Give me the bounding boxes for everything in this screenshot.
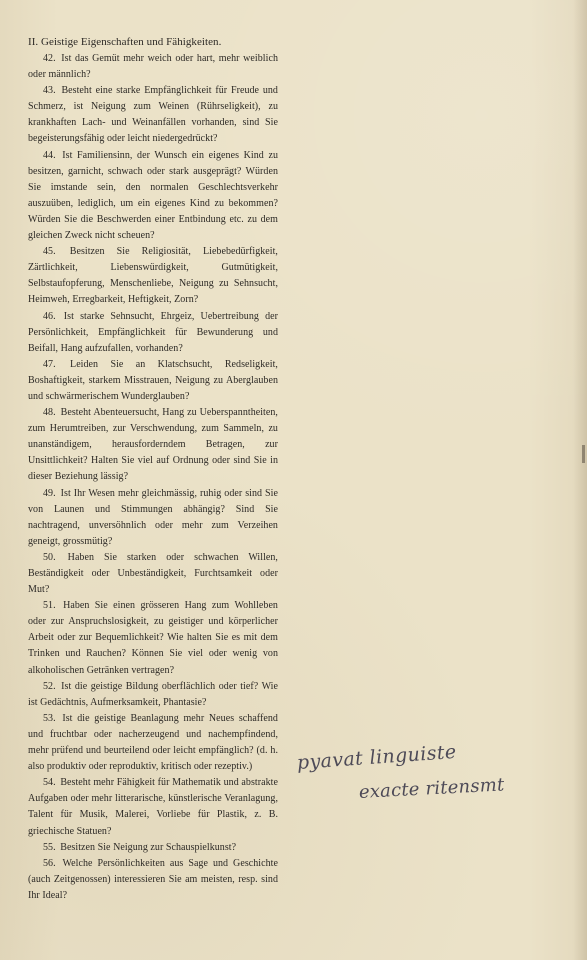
question-53 [28,711,278,775]
question-54 [28,775,278,839]
question-number: 56. [43,857,56,869]
question-number: 53. [43,712,56,724]
question-text: Besitzen Sie Neigung zur Schauspielkunst? [60,841,237,853]
question-number: 50. [43,551,56,563]
question-43 [28,83,278,147]
question-text: Besteht eine starke Empfänglichkeit für Freude und Schmerz, ist Neigung zum Weinen (Rührseligkeit), zu krankhaften Lach- und Weinanfällen vorhanden, sind Sie begeisterungsfähig oder leicht niedergedrückt? [28,85,278,145]
question-number: 45. [43,246,56,258]
question-text: Besteht mehr Fähigkeit für Mathematik und abstrakte Aufgaben oder mehr litterarische, künstlerische Veranlagung, Talent für Musik, Malerei, Vorliebe für Plastik, z. B. griechische Statuen? [28,777,278,837]
question-number: 55. [43,841,56,853]
question-number: 52. [43,680,56,692]
question-42 [28,51,278,83]
question-number: 49. [43,487,56,499]
question-number: 51. [43,600,56,612]
question-text: Haben Sie einen grösseren Hang zum Wohlleben oder zur Anspruchslosigkeit, zu geistiger und körperlicher Arbeit oder zur Bequemlichkeit? Wie halten Sie es mit dem Trinken und Rauchen? Können Sie viel oder wenig von alkoholischen Getränken vertragen? [28,600,278,676]
question-text: Ist Familiensinn, der Wunsch ein eigenes Kind zu besitzen, garnicht, schwach oder stark ausgeprägt? Würden Sie imstande sein, den normalen Geschlechtsverkehr auszuüben, lediglich, um ein eigenes Kind zu bekommen? Würden Sie die Beschwerden einer Entbindung etc. zu dem gleichen Zweck nicht scheuen? [28,149,278,242]
question-56 [28,856,278,904]
question-number: 44. [43,149,56,161]
question-text: Besitzen Sie Religiosität, Liebebedürfigkeit, Zärtlichkeit, Liebenswürdigkeit, Gutmütigkeit, Selbstaufopferung, Menschenliebe, Neigung zu Sehnsucht, Heimweh, Erregbarkeit, Heftigkeit, Zorn? [28,246,278,306]
handwritten-note-line-2: exacte ritensmt [358,774,505,803]
question-44 [28,148,278,245]
question-number: 46. [43,310,56,322]
handwritten-note-line-1: pyavat linguiste [296,740,458,774]
question-text: Ist das Gemüt mehr weich oder hart, mehr weiblich oder männlich? [28,53,278,81]
question-text: Ist die geistige Bildung oberflächlich oder tief? Wie ist Gedächtnis, Aufmerksamkeit, Phantasie? [28,680,278,708]
question-text: Haben Sie starken oder schwachen Willen, Beständigkeit oder Unbeständigkeit, Furchtsamkeit oder Mut? [28,551,278,596]
question-text: Besteht Abenteuersucht, Hang zu Ueberspanntheiten, zum Herumtreiben, zur Verschwendung, zum Sammeln, zu unanständigem, herausforderndem Betragen, zur Unsittlichkeit? Halten Sie viel auf Ordnung oder sind Sie in dieser Beziehung lässig? [28,407,278,483]
question-46 [28,309,278,357]
question-text: Ist die geistige Beanlagung mehr Neues schaffend und fruchtbar oder nacherzeugend und nachempfindend, mehr prüfend und beurteilend oder leicht empfänglich? (d. h. also produktiv oder reproduktiv, kritisch oder rezeptiv.) [28,712,278,773]
question-text: Ist starke Sehnsucht, Ehrgeiz, Uebertreibung der Persönlichkeit, Empfänglichkeit für Bewunderung und Beifall, Hang aufzufallen, vorhanden? [28,310,278,354]
handwritten-margin-note [295,740,580,824]
question-55 [28,840,278,856]
questionnaire-text-block [28,34,278,904]
question-number: 42. [43,53,56,64]
question-45 [28,244,278,308]
question-text: Ist Ihr Wesen mehr gleichmässig, ruhig oder sind Sie von Launen und Stimmungen abhängig? Sind Sie nachtragend, unversöhnlich oder mehr zum Verzeihen geneigt, grossmütig? [28,487,278,547]
question-text: Leiden Sie an Klatschsucht, Redseligkeit, Boshaftigkeit, starkem Misstrauen, Neigung zu Aberglauben und schwärmerischem Wunderglauben? [28,358,278,402]
question-47 [28,357,278,405]
question-52 [28,679,278,711]
question-number: 54. [43,777,56,789]
question-50 [28,550,278,598]
question-text: Welche Persönlichkeiten aus Sage und Geschichte (auch Zeitgenossen) interessieren Sie am meisten, resp. sind Ihr Ideal? [28,857,278,901]
question-49 [28,486,278,550]
question-number: 43. [43,85,56,97]
question-51 [28,598,278,678]
question-number: 48. [43,407,56,419]
question-number: 47. [43,358,56,370]
section-title: II. Geistige Eigenschaften und Fähigkeiten. [28,36,222,48]
page-edge-mark [582,445,585,463]
question-48 [28,405,278,485]
